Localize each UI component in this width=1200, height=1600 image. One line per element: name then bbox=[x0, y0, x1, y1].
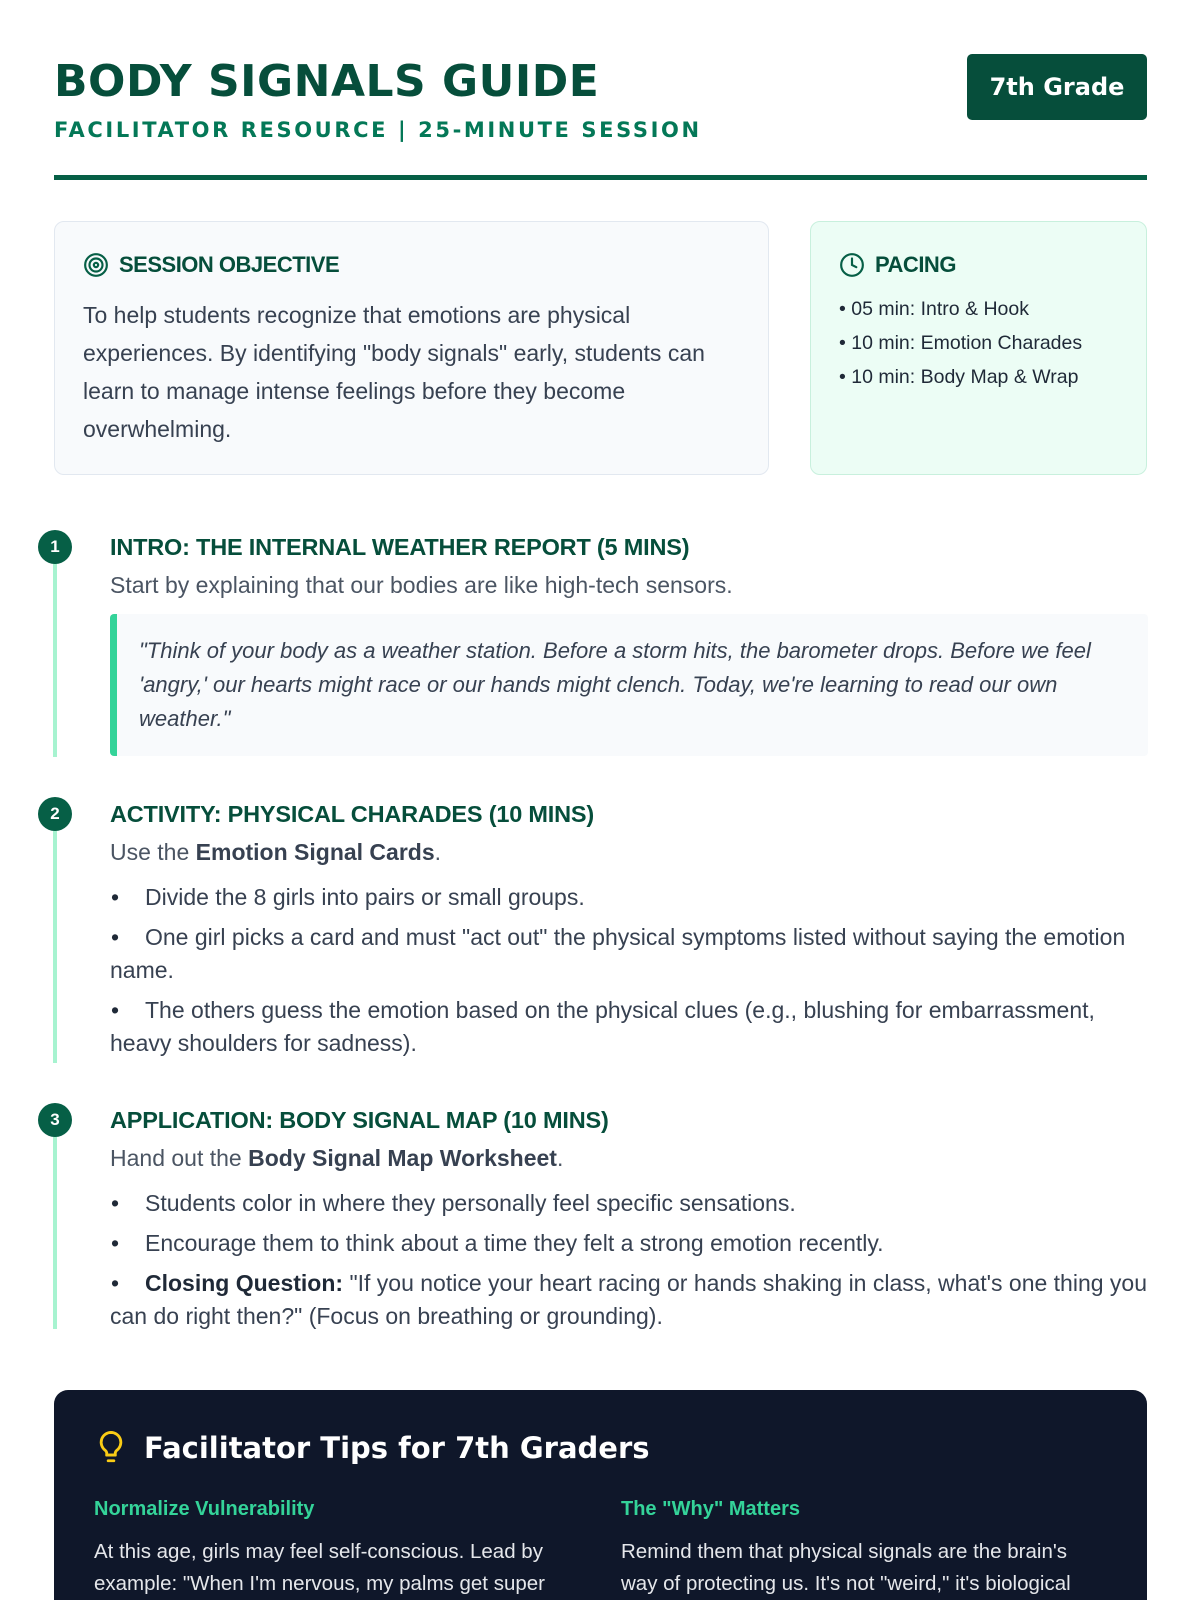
objective-card bbox=[54, 221, 769, 475]
step-bullets bbox=[110, 881, 1148, 1060]
bullet-item bbox=[110, 921, 1148, 987]
step-number: 3 bbox=[38, 1103, 72, 1137]
objective-title: SESSION OBJECTIVE bbox=[119, 252, 340, 277]
tip-title: Normalize Vulnerability bbox=[94, 1498, 315, 1520]
step-3 bbox=[38, 1103, 1148, 1329]
bullet-item bbox=[110, 881, 1148, 914]
tip-why-matters bbox=[621, 1496, 1098, 1600]
pacing-item: • 10 min: Emotion Charades bbox=[839, 332, 1083, 354]
step-number: 1 bbox=[38, 530, 72, 564]
step-title: INTRO: THE INTERNAL WEATHER REPORT (5 MINS) bbox=[110, 534, 690, 560]
bullet-text: Encourage them to think about a time they felt a strong emotion recently. bbox=[145, 1230, 884, 1256]
tip-text: Remind them that physical signals are the brain's way of protecting us. It's not "weird," it's biological bbox=[621, 1540, 1071, 1595]
step-title: ACTIVITY: PHYSICAL CHARADES (10 MINS) bbox=[110, 801, 594, 827]
page-header bbox=[54, 54, 1147, 180]
step-lead bbox=[110, 835, 1148, 869]
bullet-item bbox=[110, 1187, 1148, 1220]
page-subtitle: FACILITATOR RESOURCE | 25-MINUTE SESSION bbox=[54, 118, 702, 142]
tip-title: The "Why" Matters bbox=[621, 1498, 800, 1520]
step-lead: Start by explaining that our bodies are like high-tech sensors. bbox=[110, 572, 733, 598]
bullet-text: The others guess the emotion based on the physical clues (e.g., blushing for embarrassment, heavy shoulders for sadness). bbox=[110, 997, 1095, 1056]
pacing-card bbox=[810, 221, 1147, 475]
bullet-text: Divide the 8 girls into pairs or small groups. bbox=[145, 884, 585, 910]
step-lead-post: . bbox=[556, 1145, 564, 1171]
clock-icon bbox=[839, 252, 865, 278]
step-bullets bbox=[110, 1187, 1148, 1333]
bullet-item bbox=[110, 1267, 1148, 1333]
closing-question-text: "If you notice your heart racing or hands shaking in class, what's one thing you can do right then?" (Focus on breathing or grounding). bbox=[110, 1270, 1148, 1329]
timeline-line bbox=[53, 1121, 57, 1329]
step-2 bbox=[38, 797, 1148, 1063]
tip-normalize-vulnerability bbox=[94, 1496, 571, 1600]
tips-title: Facilitator Tips for 7th Graders bbox=[144, 1431, 650, 1465]
lightbulb-icon bbox=[94, 1429, 128, 1467]
facilitator-tips-panel bbox=[54, 1390, 1147, 1600]
page-title: BODY SIGNALS GUIDE bbox=[54, 56, 600, 107]
step-lead bbox=[110, 1141, 1148, 1175]
bullet-item bbox=[110, 994, 1148, 1060]
grade-badge: 7th Grade bbox=[967, 54, 1147, 120]
step-lead-bold: Body Signal Map Worksheet bbox=[248, 1145, 557, 1171]
step-number: 2 bbox=[38, 797, 72, 831]
step-title: APPLICATION: BODY SIGNAL MAP (10 MINS) bbox=[110, 1107, 609, 1133]
pacing-item: • 10 min: Body Map & Wrap bbox=[839, 366, 1079, 388]
objective-text: To help students recognize that emotions are physical experiences. By identifying "body signals" early, students can learn to manage intense feelings before they become overwhelming. bbox=[83, 302, 705, 442]
step-lead-pre: Use the bbox=[110, 839, 196, 865]
step-lead-post: . bbox=[434, 839, 442, 865]
session-timeline bbox=[38, 530, 1148, 1329]
pacing-list bbox=[839, 292, 1118, 394]
target-icon bbox=[83, 252, 109, 278]
timeline-line bbox=[53, 815, 57, 1063]
pacing-title: PACING bbox=[875, 252, 956, 277]
pacing-item: • 05 min: Intro & Hook bbox=[839, 298, 1029, 320]
timeline-line bbox=[53, 548, 57, 757]
bullet-text: One girl picks a card and must "act out" the physical symptoms listed without saying the emotion name. bbox=[110, 924, 1126, 983]
bullet-item bbox=[110, 1227, 1148, 1260]
closing-question-label: Closing Question: bbox=[145, 1270, 344, 1296]
bullet-text: Students color in where they personally feel specific sensations. bbox=[145, 1190, 796, 1216]
step-lead-pre: Hand out the bbox=[110, 1145, 249, 1171]
tip-text: At this age, girls may feel self-conscious. Lead by example: "When I'm nervous, my palms get super bbox=[94, 1540, 545, 1595]
step-lead-bold: Emotion Signal Cards bbox=[195, 839, 435, 865]
step-quote: "Think of your body as a weather station. Before a storm hits, the barometer drops. Before we feel 'angry,' our hearts might race or our hands might clench. Today, we're learning to read our own weather." bbox=[110, 614, 1148, 756]
step-1 bbox=[38, 530, 1148, 757]
